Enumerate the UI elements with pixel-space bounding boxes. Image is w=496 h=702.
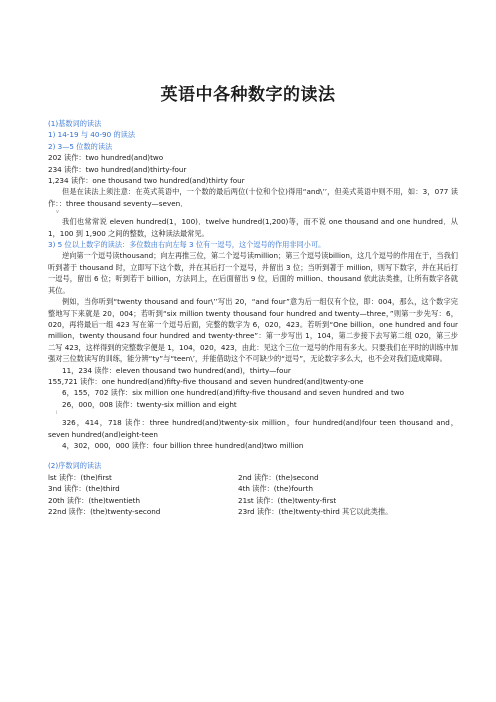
page-title: 英语中各种数字的读法 — [160, 85, 336, 105]
example-326414718: 326，414，718 读作：three hundred(and)twenty-six million，four hundred(and)four teen thousand and，seven hundred(and)eight-teen — [48, 418, 458, 439]
ordinal-row — [48, 495, 458, 506]
stray-mark: i — [56, 410, 58, 417]
ordinal-row — [48, 506, 458, 517]
stray-mark: v — [56, 209, 59, 216]
subheading-over-5-digits: 3) 5 位以上数字的读法：多位数由右向左每 3 位有一逗号，这个逗号的作用非同小可。 — [48, 240, 326, 250]
paragraph-comma-rule: 逆向第一个逗号读thousand；向左再推三位，第二个逗号读million；第三个逗号读billion，这几个逗号的作用在于，当我们听到著于 thousand 时，立即写下这个数，并在其后打一个逗号，并留出 3 位；当听到著于 million，则写下数字，并在其后打一逗号，留出 6 位；听到若干 billion，方法同上，在后面留出 9 位，后面的 million、thousand 依此法类推，让所有数字各就其位。 — [48, 251, 458, 295]
example-1234: 1,234 读作：one thousand two hundred(and)thirty four — [48, 176, 245, 186]
example-202: 202 读作：two hundred(and)two — [48, 153, 164, 163]
subheading-14-19: 1) 14-19 与 40-90 的读法 — [48, 130, 136, 140]
example-26000008: 26，000，008 读作：twenty-six million and eight — [62, 399, 237, 409]
ordinal-item: 3nd 读作：(the)third — [48, 484, 120, 494]
ordinal-item: 2nd 读作：(the)second — [238, 472, 319, 482]
example-234: 234 读作：two hundred(and)thirty-four — [48, 164, 187, 174]
ordinal-row — [48, 472, 458, 483]
ordinal-item: lst 读作：(the)first — [48, 472, 112, 482]
ordinal-item: 4th 读作：(the)fourth — [238, 484, 314, 494]
section-heading-ordinal: (2)序数词的读法 — [48, 461, 102, 471]
ordinal-row — [48, 483, 458, 494]
example-4302000000: 4，302，000，000 读作：four billion three hundred(and)two million — [62, 440, 304, 450]
section-heading-cardinal: (1)基数词的读法 — [48, 119, 102, 128]
ordinal-item: 21st 读作：(the)twenty-first — [238, 495, 337, 505]
document-body — [48, 118, 458, 517]
ordinal-item: 23rd 读作：(the)twenty-third 其它以此类推。 — [238, 507, 393, 516]
example-155721: 155,721 读作：one hundred(and)fifty-five thousand and seven hundred(and)twenty-one — [48, 376, 364, 386]
ordinal-item: 22nd 读作：(the)twenty-second — [48, 507, 161, 516]
example-11234: 11，234 读作：eleven thousand two hundred(and)，thirty—four — [62, 365, 291, 375]
paragraph-eleven-hundred: 我们也常常说 eleven hundred(1，100)．twelve hundred(1,200)等，而不说 one thousand and one hundred．从 1，100 到 1,900 之间的整数，这种读法最常见。 — [48, 217, 458, 238]
paragraph-example: 例如，当你听到“twenty thousand and four\’’写出 20，“and four”意为后一组仅有个位，即：004，那么，这个数字完整地写下来就是 20，004；若听到“six million twenty thousand four hundred and twenty—three，”则第一步先写：6，020，再将最后一组 423 写在第一个逗号后面，完整的数字为 6，020，423。若听到“One billion，one hundred and four million，twenty thousand four hundred and twenty-three”：第一步写出 1，104，第二步接下去写第二组 020，第三步二写 423，这样得到的完整数字便是 1，104，020，423，由此：见这个三位一逗号的作用有多大。只要我们在平时的训练中加强对三位数读写的训练，能分辨“ty”与“teen\’，并能借助这个不可缺少的“逗号”，无论数字多么大，也不会对我们造成障碍。 — [48, 297, 458, 364]
example-6155702: 6，155，702 读作：six million one hundred(and)fifty-five thousand and seven hundred and two — [62, 388, 405, 398]
ordinal-item: 20th 读作：(the)twentieth — [48, 495, 141, 505]
paragraph-and-usage: 但是在读法上须注意：在英式英语中，一个数的最后两位(十位和个位)得用“and\’’，但美式英语中则不用，如：3，077 读作：：three thousand seventy—seven． — [48, 187, 458, 208]
subheading-3-5-digits: 2) 3—5 位数的读法 — [48, 141, 113, 151]
